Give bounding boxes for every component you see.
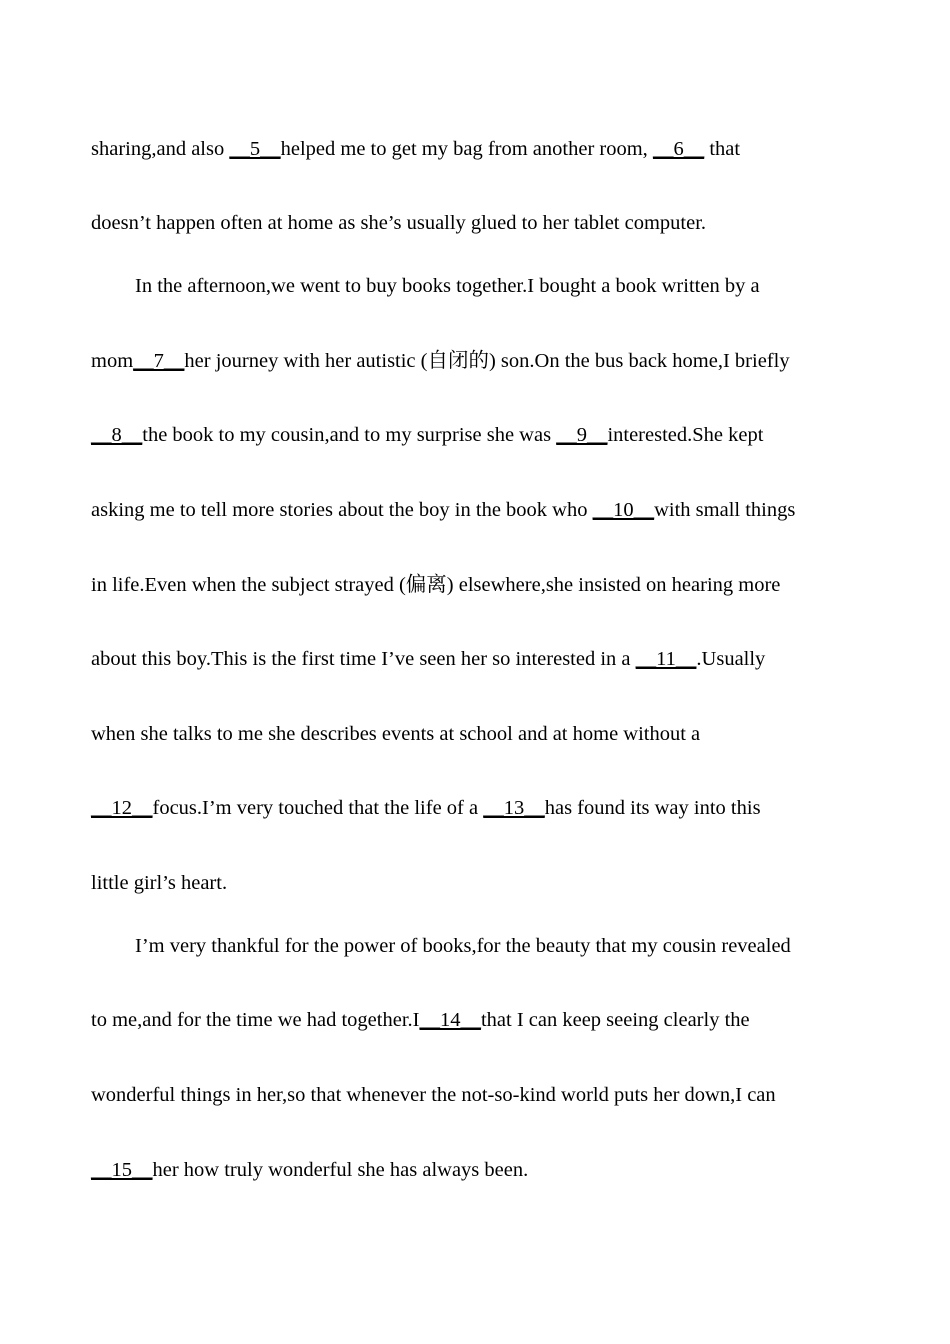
blank-7: __7__	[133, 350, 185, 372]
blank-13: __13__	[483, 797, 545, 819]
text-segment: to me,and for the time we had together.I	[91, 1009, 420, 1031]
text-segment: doesn’t happen often at home as she’s usually glued to her tablet computer.	[91, 212, 707, 234]
blank-6: __6__	[652, 138, 705, 160]
blank-5: __5__	[229, 138, 281, 160]
text-segment: the book to my cousin,and to my surprise she was	[142, 424, 557, 446]
passage-line-4	[91, 349, 790, 373]
text-segment: sharing,and also	[91, 138, 230, 160]
text-segment: her how truly wonderful she has always been.	[152, 1159, 529, 1181]
blank-9: __9__	[556, 424, 608, 446]
passage-line-11	[91, 871, 227, 895]
passage-line-12	[135, 934, 791, 958]
text-segment: mom	[91, 350, 134, 372]
text-segment: that I can keep seeing clearly the	[480, 1009, 750, 1031]
passage-line-1	[91, 137, 740, 161]
passage-line-5	[91, 423, 763, 447]
text-segment: little girl’s heart.	[91, 872, 228, 894]
text-segment: that	[704, 138, 741, 160]
passage-line-8	[91, 647, 765, 671]
passage-line-10	[91, 796, 761, 820]
text-segment: In the afternoon,we went to buy books together.I bought a book written by a	[135, 275, 760, 297]
passage-line-2	[91, 211, 706, 235]
text-segment: .Usually	[696, 648, 766, 670]
text-segment: when she talks to me she describes events at school and at home without a	[91, 723, 701, 745]
text-segment: interested.She kept	[607, 424, 764, 446]
passage-line-6	[91, 498, 795, 522]
blank-8: __8__	[91, 424, 143, 446]
passage-line-3	[135, 274, 760, 298]
text-segment: wonderful things in her,so that whenever the not-so-kind world puts her down,I can	[91, 1084, 776, 1106]
text-segment: with small things	[654, 499, 796, 521]
blank-11: __11__	[635, 648, 697, 670]
passage-line-14	[91, 1083, 776, 1107]
passage-line-13	[91, 1008, 750, 1032]
text-segment: has found its way into this	[544, 797, 761, 819]
text-segment: asking me to tell more stories about the boy in the book who	[91, 499, 593, 521]
blank-15: __15__	[91, 1159, 153, 1181]
passage-line-9	[91, 722, 700, 746]
text-segment: I’m very thankful for the power of books,for the beauty that my cousin revealed	[135, 935, 791, 957]
text-segment: focus.I’m very touched that the life of a	[152, 797, 484, 819]
passage-line-15	[91, 1158, 528, 1182]
blank-12: __12__	[91, 797, 153, 819]
text-segment: helped me to get my bag from another room,	[280, 138, 653, 160]
text-segment: in life.Even when the subject strayed (偏离) elsewhere,she insisted on hearing more	[91, 574, 781, 596]
passage-line-7	[91, 573, 780, 597]
text-segment: her journey with her autistic (自闭的) son.On the bus back home,I briefly	[184, 350, 790, 372]
text-segment: about this boy.This is the first time I’ve seen her so interested in a	[91, 648, 636, 670]
blank-14: __14__	[419, 1009, 481, 1031]
blank-10: __10__	[592, 499, 655, 521]
